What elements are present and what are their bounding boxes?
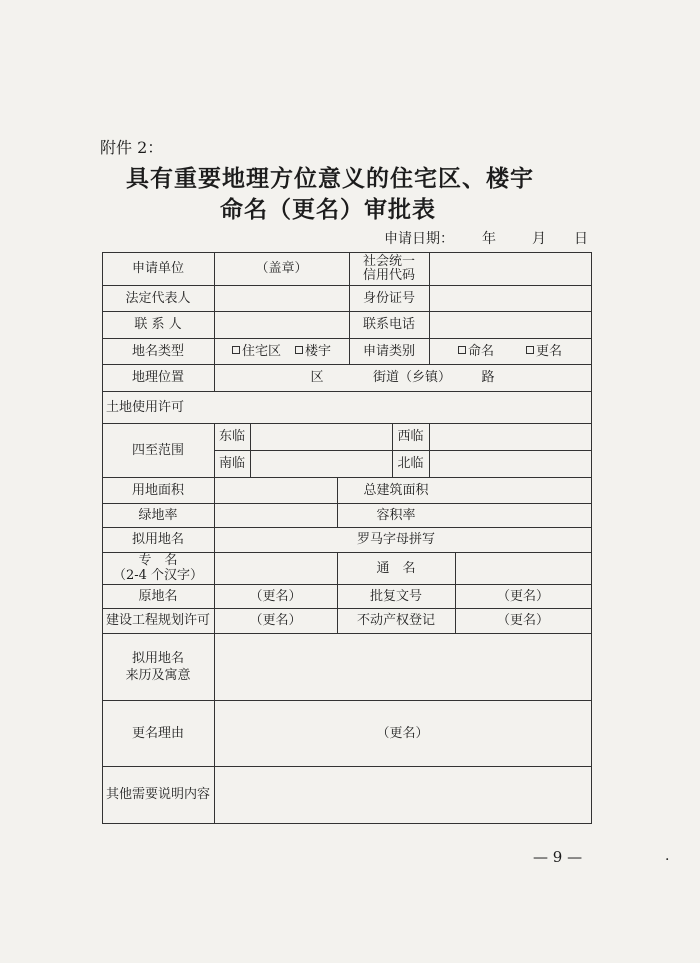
date-day: 日	[574, 231, 588, 247]
approval-doc-label: 批复文号	[369, 588, 422, 604]
building-checkbox[interactable]: 楼宇	[295, 344, 331, 359]
generic-name-field[interactable]	[456, 553, 590, 583]
east-label: 东临	[218, 429, 245, 444]
apply-category-options	[429, 338, 591, 364]
construction-permit-label: 建设工程规划许可	[105, 613, 210, 628]
name-type-label: 地名类型	[131, 343, 184, 359]
roman-spelling-field[interactable]	[456, 528, 590, 551]
applicant-seal-note: （盖章）	[255, 261, 308, 276]
residential-checkbox[interactable]: 住宅区	[232, 344, 281, 359]
credit-code-label: 社会统一 信用代码	[362, 253, 415, 283]
id-number-label: 身份证号	[362, 290, 415, 306]
page-number: — 9 —	[533, 848, 583, 866]
contact-field[interactable]	[215, 312, 348, 337]
page-title: 具有重要地理方位意义的住宅区、楼宇	[126, 165, 534, 192]
attachment-label: 附件 2：	[100, 138, 164, 157]
approval-form-table	[102, 252, 592, 824]
west-field[interactable]	[430, 424, 590, 449]
land-permit-field[interactable]	[215, 392, 590, 422]
building-area-label: 总建筑面积	[363, 482, 429, 498]
date-year: 年	[482, 231, 496, 247]
proposed-name-field[interactable]	[215, 528, 336, 551]
land-area-label: 用地面积	[131, 482, 184, 498]
generic-name-label: 通 名	[376, 560, 416, 576]
proposed-name-label: 拟用地名	[131, 532, 184, 547]
contact-label: 联 系 人	[134, 317, 182, 332]
other-notes-field[interactable]	[215, 767, 590, 822]
legal-rep-field[interactable]	[215, 286, 348, 310]
location-street: 街道（乡镇）	[372, 370, 451, 385]
green-rate-field[interactable]	[215, 504, 336, 526]
land-area-field[interactable]	[215, 478, 336, 502]
name-origin-field[interactable]	[215, 634, 590, 699]
west-label: 西临	[397, 429, 424, 444]
boundary-label: 四至范围	[131, 442, 184, 458]
land-permit-label: 土地使用许可	[106, 399, 185, 415]
name-type-options	[214, 338, 349, 364]
location-label: 地理位置	[131, 370, 184, 385]
id-number-field[interactable]	[430, 286, 590, 310]
phone-label: 联系电话	[362, 317, 415, 332]
location-district: 区	[310, 370, 324, 385]
other-notes-label: 其他需要说明内容	[105, 787, 210, 802]
date-label: 申请日期：	[384, 231, 454, 247]
original-name-rename-note: （更名）	[249, 588, 302, 604]
east-field[interactable]	[251, 424, 391, 449]
rename-reason-note[interactable]: （更名）	[376, 725, 429, 741]
green-rate-label: 绿地率	[138, 507, 178, 523]
original-name-label: 原地名	[138, 588, 178, 604]
north-label: 北临	[397, 456, 424, 471]
page-subtitle: 命名（更名）审批表	[220, 196, 436, 223]
south-field[interactable]	[251, 451, 391, 476]
apply-category-label: 申请类别	[362, 343, 415, 359]
specific-name-field[interactable]	[215, 553, 336, 583]
applicant-label: 申请单位	[131, 261, 184, 276]
date-month: 月	[532, 231, 546, 247]
specific-name-label: 专 名 （2-4 个汉字）	[112, 553, 204, 583]
credit-code-field[interactable]	[430, 253, 590, 284]
legal-rep-label: 法定代表人	[125, 290, 191, 306]
renaming-checkbox[interactable]: 更名	[526, 344, 562, 359]
plot-ratio-field[interactable]	[456, 504, 590, 526]
building-area-field[interactable]	[456, 478, 590, 502]
rename-reason-label: 更名理由	[131, 725, 184, 741]
corner-mark: ·	[665, 852, 670, 868]
property-reg-label: 不动产权登记	[356, 613, 435, 628]
name-origin-label: 拟用地名 来历及寓意	[125, 650, 191, 683]
phone-field[interactable]	[430, 312, 590, 337]
plot-ratio-label: 容积率	[376, 507, 416, 523]
roman-spelling-label: 罗马字母拼写	[356, 532, 435, 547]
north-field[interactable]	[430, 451, 590, 476]
location-road: 路	[481, 370, 495, 385]
construction-permit-rename-note: （更名）	[249, 613, 302, 628]
property-reg-rename-note: （更名）	[496, 613, 549, 628]
approval-doc-rename-note: （更名）	[496, 588, 549, 604]
naming-checkbox[interactable]: 命名	[458, 344, 494, 359]
south-label: 南临	[218, 456, 245, 471]
